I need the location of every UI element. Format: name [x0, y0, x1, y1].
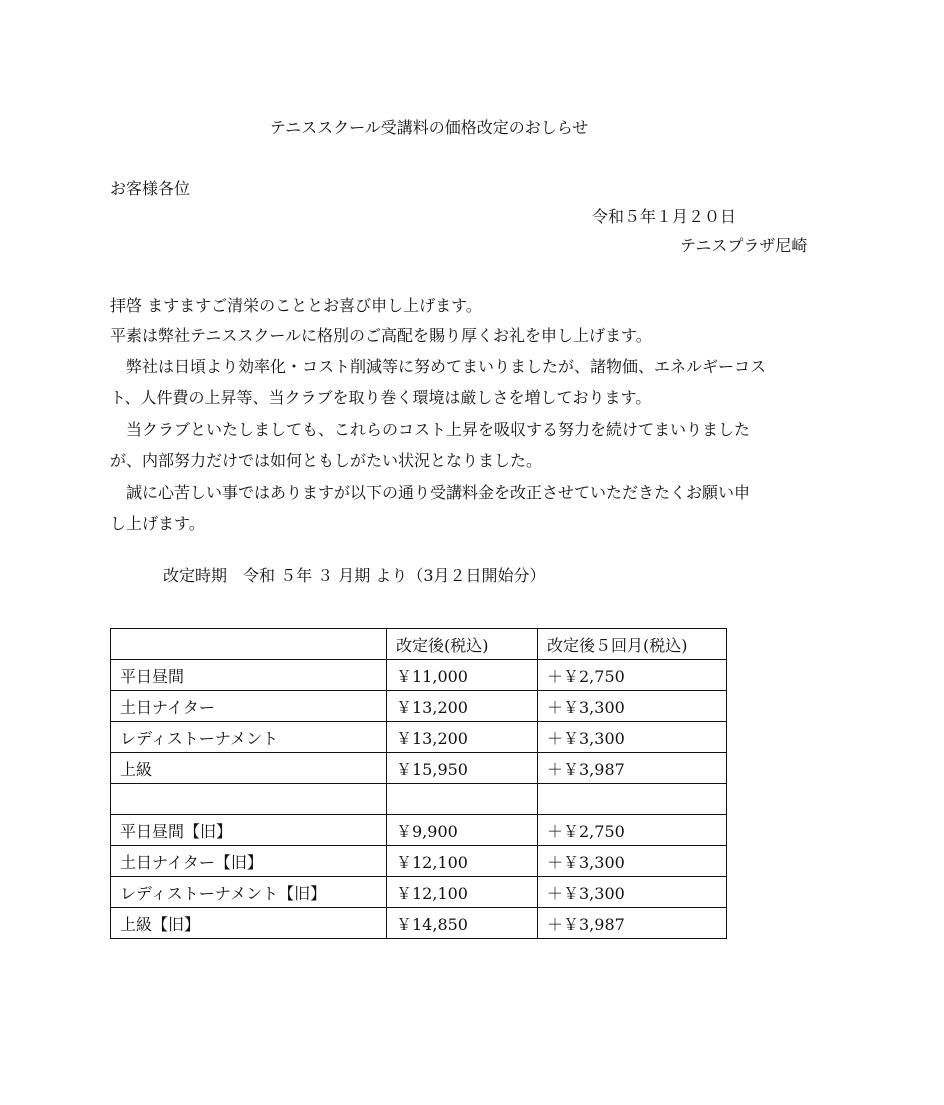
cost-paragraph-line-2: ト、人件費の上昇等、当クラブを取り巻く環境は厳しさを増しております。: [110, 388, 652, 407]
cost-paragraph-line-1: 弊社は日頃より効率化・コスト削減等に努めてまいりましたが、諸物価、エネルギーコス: [110, 357, 767, 376]
extra-fee-cell: ＋￥3,300: [538, 877, 727, 908]
extra-fee-cell: ＋￥3,987: [538, 908, 727, 939]
course-cell: 平日昼間: [111, 660, 387, 691]
table-row: [111, 846, 727, 877]
effort-paragraph-line-2: が、内部努力だけでは如何ともしがたい状況となりました。: [110, 451, 543, 470]
table-row: [111, 877, 727, 908]
extra-fee-cell: ＋￥2,750: [538, 660, 727, 691]
sender-name: テニスプラザ尼崎: [680, 236, 808, 255]
request-paragraph-line-1: 誠に心苦しい事ではありますが以下の通り受講料金を改正させていただきたくお願い申: [110, 483, 751, 502]
table-row: [111, 691, 727, 722]
fee-cell: ￥11,000: [387, 660, 538, 691]
header-cell-new-fee: 改定後(税込): [387, 629, 538, 660]
fee-cell: ￥9,900: [387, 815, 538, 846]
document-title: テニススクール受講料の価格改定のおしらせ: [269, 118, 589, 137]
table-row-spacer: [111, 784, 727, 815]
fee-cell: [387, 784, 538, 815]
extra-fee-cell: ＋￥3,300: [538, 691, 727, 722]
header-cell-course: [111, 629, 387, 660]
table-row: [111, 753, 727, 784]
request-paragraph-line-2: し上げます。: [110, 514, 205, 533]
course-cell: レディストーナメント: [111, 722, 387, 753]
table-row: [111, 815, 727, 846]
fee-cell: ￥14,850: [387, 908, 538, 939]
thanks-paragraph: 平素は弊社テニススクールに格別のご高配を賜り厚くお礼を申し上げます。: [110, 326, 652, 345]
fee-cell: ￥12,100: [387, 877, 538, 908]
issue-date: 令和５年１月２０日: [592, 207, 737, 226]
course-cell: [111, 784, 387, 815]
course-cell: 平日昼間【旧】: [111, 815, 387, 846]
course-cell: 上級【旧】: [111, 908, 387, 939]
addressee: お客様各位: [110, 179, 191, 198]
header-cell-five-sessions: 改定後５回月(税込): [538, 629, 727, 660]
table-row: [111, 908, 727, 939]
fee-cell: ￥12,100: [387, 846, 538, 877]
extra-fee-cell: [538, 784, 727, 815]
extra-fee-cell: ＋￥3,300: [538, 722, 727, 753]
course-cell: 土日ナイター【旧】: [111, 846, 387, 877]
effort-paragraph-line-1: 当クラブといたしましても、これらのコスト上昇を吸収する努力を続けてまいりました: [110, 420, 751, 439]
table-row: [111, 660, 727, 691]
fee-cell: ￥13,200: [387, 691, 538, 722]
table-row: [111, 722, 727, 753]
extra-fee-cell: ＋￥3,300: [538, 846, 727, 877]
course-cell: 上級: [111, 753, 387, 784]
course-cell: 土日ナイター: [111, 691, 387, 722]
course-cell: レディストーナメント【旧】: [111, 877, 387, 908]
extra-fee-cell: ＋￥3,987: [538, 753, 727, 784]
fee-cell: ￥15,950: [387, 753, 538, 784]
fee-cell: ￥13,200: [387, 722, 538, 753]
table-header-row: [111, 629, 727, 660]
greeting-paragraph: 拝啓 ますますご清栄のこととお喜び申し上げます。: [110, 296, 482, 315]
fee-table: [110, 628, 727, 939]
extra-fee-cell: ＋￥2,750: [538, 815, 727, 846]
revision-schedule: 改定時期 令和 ５年 ３ 月期 より（3月２日開始分）: [163, 566, 546, 585]
